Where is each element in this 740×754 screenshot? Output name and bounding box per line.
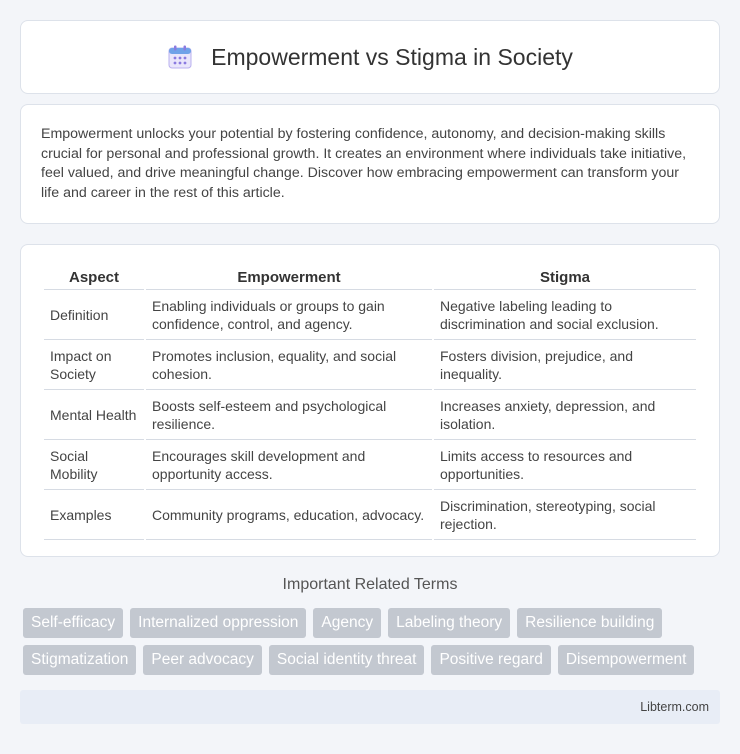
stigma-cell: Limits access to resources and opportunities. [434,440,696,490]
empowerment-cell: Boosts self-esteem and psychological resilience. [146,390,432,440]
calendar-icon [167,44,193,70]
related-terms-tags [20,608,720,675]
table-row [44,340,696,390]
tag-agency[interactable]: Agency [313,608,381,638]
footer [20,690,720,724]
empowerment-cell: Promotes inclusion, equality, and social cohesion. [146,340,432,390]
tag-disempowerment[interactable]: Disempowerment [558,645,695,675]
stigma-cell: Discrimination, stereotyping, social rejection. [434,490,696,540]
related-terms-section [20,576,720,675]
title-card [20,20,720,94]
comparison-table [42,265,698,540]
tag-self-efficacy[interactable]: Self-efficacy [23,608,123,638]
tag-peer-advocacy[interactable]: Peer advocacy [143,645,262,675]
intro-card [20,104,720,224]
aspect-cell: Mental Health [44,390,144,440]
tag-labeling-theory[interactable]: Labeling theory [388,608,510,638]
table-row [44,390,696,440]
column-header-stigma: Stigma [434,265,696,290]
aspect-cell: Impact on Society [44,340,144,390]
tag-resilience-building[interactable]: Resilience building [517,608,662,638]
stigma-cell: Fosters division, prejudice, and inequality. [434,340,696,390]
empowerment-cell: Community programs, education, advocacy. [146,490,432,540]
tag-positive-regard[interactable]: Positive regard [431,645,550,675]
footer-site-link[interactable]: Libterm.com [640,700,709,714]
stigma-cell: Increases anxiety, depression, and isolation. [434,390,696,440]
aspect-cell: Social Mobility [44,440,144,490]
page-title: Empowerment vs Stigma in Society [211,43,573,70]
tag-social-identity-threat[interactable]: Social identity threat [269,645,425,675]
aspect-cell: Examples [44,490,144,540]
tag-stigmatization[interactable]: Stigmatization [23,645,136,675]
table-row [44,290,696,340]
column-header-empowerment: Empowerment [146,265,432,290]
stigma-cell: Negative labeling leading to discrimination and social exclusion. [434,290,696,340]
intro-paragraph: Empowerment unlocks your potential by fostering confidence, autonomy, and decision-making skills crucial for personal and professional growth. It creates an environment where individuals take initiative, feel valued, and drive meaningful change. Discover how embracing empowerment can transform your life and career in the rest of this article. [41,126,687,201]
column-header-aspect: Aspect [44,265,144,290]
aspect-cell: Definition [44,290,144,340]
table-row [44,490,696,540]
empowerment-cell: Encourages skill development and opportunity access. [146,440,432,490]
empowerment-cell: Enabling individuals or groups to gain confidence, control, and agency. [146,290,432,340]
comparison-card [20,244,720,557]
table-row [44,440,696,490]
table-header-row [44,265,696,290]
related-terms-title: Important Related Terms [282,576,458,593]
tag-internalized-oppression[interactable]: Internalized oppression [130,608,306,638]
